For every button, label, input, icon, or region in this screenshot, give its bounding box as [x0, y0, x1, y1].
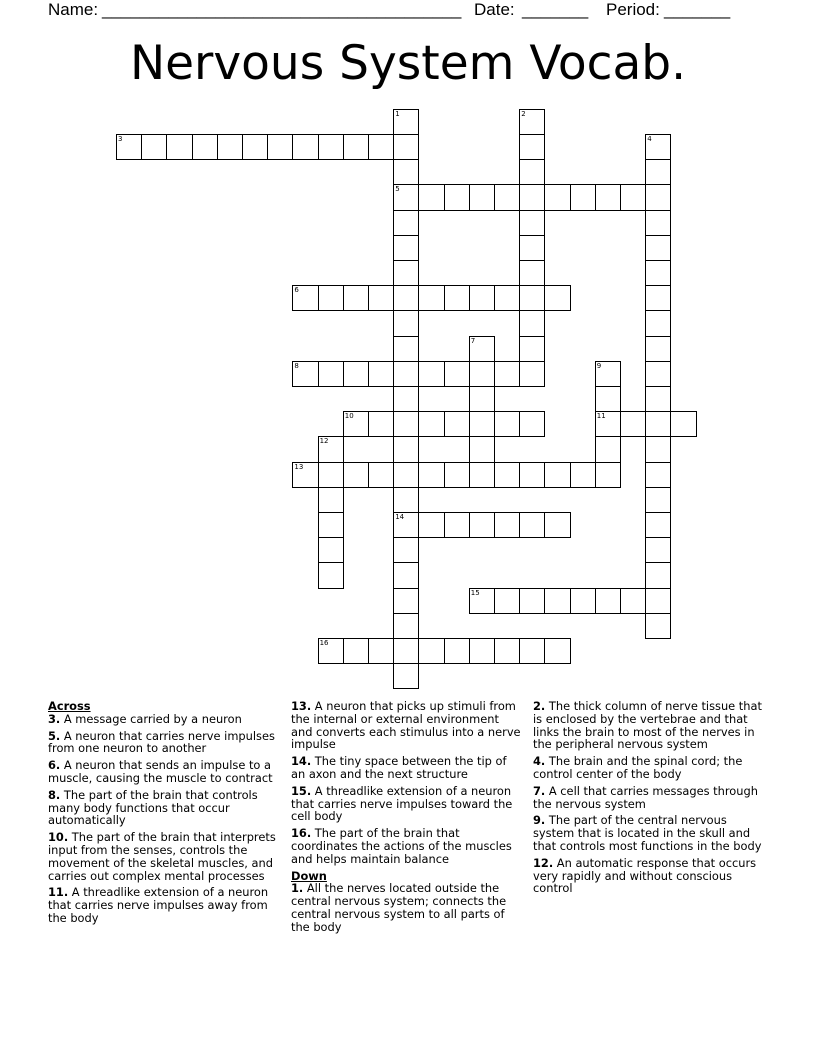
clue-text: The part of the brain that coordinates the actions of the muscles and helps maintain balance: [291, 826, 512, 866]
crossword-cell[interactable]: [494, 285, 520, 311]
crossword-cell[interactable]: [469, 588, 495, 614]
crossword-cell[interactable]: [645, 361, 671, 387]
crossword-cell[interactable]: [393, 386, 419, 412]
clue-number: 1.: [291, 881, 304, 896]
crossword-cell[interactable]: [494, 361, 520, 387]
crossword-cell[interactable]: [368, 285, 394, 311]
crossword-cell[interactable]: [519, 361, 545, 387]
across-clue-15: [291, 785, 523, 823]
crossword-cell[interactable]: [519, 235, 545, 261]
clue-number: 5: [395, 185, 400, 194]
clue-text: All the nerves located outside the central nervous system; connects the central nervous system to all parts of the body: [291, 881, 507, 934]
clue-number: 10: [344, 412, 354, 421]
name-label: Name:: [48, 0, 99, 19]
crossword-cell[interactable]: [393, 663, 419, 689]
crossword-cell[interactable]: [393, 588, 419, 614]
crossword-cell[interactable]: [393, 109, 419, 135]
down-clue-12: [533, 857, 765, 895]
crossword-cell[interactable]: [645, 613, 671, 639]
crossword-cell[interactable]: [544, 638, 570, 664]
crossword-cell[interactable]: [544, 285, 570, 311]
crossword-cell[interactable]: [418, 462, 444, 488]
crossword-cell[interactable]: [469, 336, 495, 362]
crossword-cell[interactable]: [368, 361, 394, 387]
crossword-cell[interactable]: [645, 436, 671, 462]
clue-column-1: [48, 700, 278, 929]
crossword-cell[interactable]: [368, 462, 394, 488]
clue-text: A neuron that picks up stimuli from the internal or external environment and converts each stimulus into a nerve impulse: [291, 699, 521, 752]
crossword-cell[interactable]: [418, 184, 444, 210]
clue-number: 4: [647, 135, 652, 143]
crossword-cell[interactable]: [595, 184, 621, 210]
crossword-cell[interactable]: [519, 109, 545, 135]
crossword-cell[interactable]: [393, 361, 419, 387]
across-clue-5: [48, 730, 278, 756]
crossword-cell[interactable]: [292, 134, 318, 160]
clue-text: The tiny space between the tip of an axon and the next structure: [291, 754, 507, 781]
crossword-cell[interactable]: [393, 613, 419, 639]
crossword-cell[interactable]: [318, 562, 344, 588]
crossword-cell[interactable]: [494, 512, 520, 538]
crossword-cell[interactable]: [393, 310, 419, 336]
crossword-cell[interactable]: [645, 537, 671, 563]
crossword-cell[interactable]: [393, 462, 419, 488]
crossword-cell[interactable]: [544, 462, 570, 488]
across-clue-11: [48, 886, 278, 924]
crossword-cell[interactable]: [242, 134, 268, 160]
crossword-cell[interactable]: [444, 285, 470, 311]
clue-text: A neuron that sends an impulse to a muscle, causing the muscle to contract: [48, 758, 273, 785]
clue-number: 10.: [48, 830, 69, 845]
crossword-cell[interactable]: [393, 411, 419, 437]
crossword-cell[interactable]: [444, 638, 470, 664]
clue-text: The part of the brain that controls many body functions that occur automatically: [48, 787, 258, 828]
crossword-cell[interactable]: [444, 184, 470, 210]
crossword-cell[interactable]: [318, 487, 344, 513]
crossword-cell[interactable]: [343, 361, 369, 387]
crossword-cell[interactable]: [393, 537, 419, 563]
crossword-cell[interactable]: [393, 134, 419, 160]
crossword-cell[interactable]: [595, 361, 621, 387]
clue-text: The part of the brain that interprets input from the senses, controls the movement of the skeletal muscles, and carries out complex mental processes: [48, 830, 276, 883]
crossword-cell[interactable]: [494, 462, 520, 488]
crossword-cell[interactable]: [292, 462, 318, 488]
across-clue-3: [48, 713, 278, 726]
crossword-cell[interactable]: [469, 184, 495, 210]
crossword-cell[interactable]: [393, 184, 419, 210]
clue-number: 1: [395, 109, 400, 118]
crossword-cell[interactable]: [166, 134, 192, 160]
crossword-cell[interactable]: [318, 285, 344, 311]
crossword-cell[interactable]: [519, 462, 545, 488]
clue-text: An automatic response that occurs very rapidly and without conscious control: [533, 855, 757, 896]
crossword-cell[interactable]: [570, 588, 596, 614]
crossword-cell[interactable]: [368, 638, 394, 664]
crossword-cell[interactable]: [645, 411, 671, 437]
down-clue-4: [533, 755, 765, 781]
down-clue-9: [533, 814, 765, 852]
clue-number: 3: [118, 135, 123, 143]
crossword-cell[interactable]: [292, 285, 318, 311]
crossword-cell[interactable]: [494, 638, 520, 664]
crossword-cell[interactable]: [292, 361, 318, 387]
crossword-cell[interactable]: [469, 638, 495, 664]
crossword-cell[interactable]: [645, 588, 671, 614]
clue-number: 6.: [48, 758, 61, 773]
crossword-cell[interactable]: [469, 436, 495, 462]
down-clue-1: [291, 882, 523, 933]
crossword-cell[interactable]: [393, 210, 419, 236]
crossword-cell[interactable]: [645, 310, 671, 336]
date-label: Date:: [474, 0, 515, 19]
clue-number: 9: [596, 361, 602, 370]
clue-number: 12: [319, 437, 329, 446]
crossword-cell[interactable]: [192, 134, 218, 160]
clue-number: 5.: [48, 728, 61, 743]
crossword-cell[interactable]: [444, 411, 470, 437]
crossword-cell[interactable]: [217, 134, 243, 160]
crossword-cell[interactable]: [393, 487, 419, 513]
crossword-cell[interactable]: [393, 285, 419, 311]
clue-number: 9.: [533, 813, 546, 828]
crossword-cell[interactable]: [645, 386, 671, 412]
clue-number: 16: [319, 639, 329, 647]
crossword-cell[interactable]: [519, 336, 545, 362]
crossword-cell[interactable]: [141, 134, 167, 160]
crossword-cell[interactable]: [595, 436, 621, 462]
crossword-cell[interactable]: [519, 159, 545, 185]
period-field[interactable]: _______: [664, 0, 731, 19]
date-field[interactable]: _______: [522, 0, 589, 19]
crossword-cell[interactable]: [393, 562, 419, 588]
across-clue-6: [48, 759, 278, 785]
clue-number: 13: [294, 462, 304, 471]
crossword-cell[interactable]: [620, 411, 646, 437]
name-field[interactable]: ______________________________________: [102, 0, 462, 19]
crossword-cell[interactable]: [393, 336, 419, 362]
crossword-cell[interactable]: [595, 588, 621, 614]
crossword-cell[interactable]: [519, 260, 545, 286]
crossword-cell[interactable]: [393, 638, 419, 664]
crossword-cell[interactable]: [469, 386, 495, 412]
across-clue-10: [48, 831, 278, 882]
crossword-cell[interactable]: [343, 462, 369, 488]
clue-column-2: [291, 700, 523, 938]
clue-number: 6: [294, 286, 299, 295]
crossword-cell[interactable]: [645, 285, 671, 311]
crossword-cell[interactable]: [318, 638, 344, 664]
clue-text: A neuron that carries nerve impulses from one neuron to another: [48, 728, 275, 756]
clue-number: 11: [596, 412, 606, 421]
crossword-cell[interactable]: [519, 512, 545, 538]
crossword-cell[interactable]: [318, 512, 344, 538]
across-clue-16: [291, 827, 523, 865]
crossword-cell[interactable]: [645, 336, 671, 362]
clue-number: 12.: [533, 855, 554, 870]
crossword-cell[interactable]: [318, 537, 344, 563]
clue-number: 2: [521, 109, 526, 118]
crossword-cell[interactable]: [645, 562, 671, 588]
crossword-cell[interactable]: [645, 184, 671, 210]
crossword-cell[interactable]: [418, 285, 444, 311]
clue-number: 14: [395, 513, 405, 521]
crossword-cell[interactable]: [267, 134, 293, 160]
clue-number: 15: [470, 588, 480, 597]
across-clue-8: [48, 789, 278, 827]
crossword-cell[interactable]: [645, 210, 671, 236]
period-label: Period:: [606, 0, 660, 19]
crossword-cell[interactable]: [318, 361, 344, 387]
crossword-cell[interactable]: [343, 411, 369, 437]
crossword-cell[interactable]: [343, 134, 369, 160]
crossword-cell[interactable]: [519, 411, 545, 437]
crossword-cell[interactable]: [393, 512, 419, 538]
crossword-cell[interactable]: [494, 411, 520, 437]
crossword-cell[interactable]: [570, 184, 596, 210]
crossword-cell[interactable]: [393, 235, 419, 261]
crossword-cell[interactable]: [494, 588, 520, 614]
crossword-cell[interactable]: [418, 638, 444, 664]
crossword-cell[interactable]: [645, 462, 671, 488]
crossword-cell[interactable]: [670, 411, 696, 437]
crossword-cell[interactable]: [393, 436, 419, 462]
clue-number: 14.: [291, 754, 312, 769]
crossword-cell[interactable]: [620, 184, 646, 210]
crossword-cell[interactable]: [469, 361, 495, 387]
crossword-cell[interactable]: [116, 134, 142, 160]
clue-number: 11.: [48, 885, 69, 900]
crossword-cell[interactable]: [519, 285, 545, 311]
crossword-cell[interactable]: [519, 588, 545, 614]
crossword-cell[interactable]: [519, 310, 545, 336]
crossword-cell[interactable]: [368, 411, 394, 437]
crossword-cell[interactable]: [469, 512, 495, 538]
crossword-cell[interactable]: [620, 588, 646, 614]
clue-number: 8: [294, 361, 299, 370]
down-header: Down: [291, 868, 327, 883]
crossword-cell[interactable]: [645, 159, 671, 185]
crossword-cell[interactable]: [595, 462, 621, 488]
crossword-cell[interactable]: [519, 184, 545, 210]
crossword-cell[interactable]: [544, 512, 570, 538]
crossword-cell[interactable]: [595, 411, 621, 437]
clue-text: The thick column of nerve tissue that is enclosed by the vertebrae and that links the brain to most of the nerves in the peripheral nervous system: [533, 699, 762, 752]
crossword-cell[interactable]: [343, 285, 369, 311]
crossword-cell[interactable]: [645, 487, 671, 513]
crossword-cell[interactable]: [368, 134, 394, 160]
crossword-cell[interactable]: [544, 588, 570, 614]
clue-number: 7.: [533, 783, 546, 798]
clue-text: A message carried by a neuron: [60, 711, 242, 726]
crossword-cell[interactable]: [645, 260, 671, 286]
clue-text: The brain and the spinal cord; the control center of the body: [533, 754, 743, 781]
across-header: Across: [48, 699, 91, 713]
down-clue-2: [533, 700, 765, 751]
crossword-cell[interactable]: [519, 134, 545, 160]
down-clue-7: [533, 785, 765, 811]
crossword-cell[interactable]: [595, 386, 621, 412]
crossword-cell[interactable]: [519, 638, 545, 664]
crossword-cell[interactable]: [418, 512, 444, 538]
across-clue-14: [291, 755, 523, 781]
clue-number: 13.: [291, 699, 312, 713]
crossword-cell[interactable]: [343, 638, 369, 664]
crossword-cell[interactable]: [469, 462, 495, 488]
crossword-cell[interactable]: [519, 210, 545, 236]
crossword-cell[interactable]: [645, 134, 671, 160]
crossword-cell[interactable]: [469, 285, 495, 311]
crossword-cell[interactable]: [544, 184, 570, 210]
crossword-cell[interactable]: [393, 260, 419, 286]
clue-text: A threadlike extension of a neuron that carries nerve impulses toward the cell body: [291, 783, 513, 824]
crossword-cell[interactable]: [570, 462, 596, 488]
crossword-cell[interactable]: [444, 361, 470, 387]
crossword-cell[interactable]: [318, 134, 344, 160]
crossword-cell[interactable]: [318, 436, 344, 462]
across-clue-13: [291, 700, 523, 751]
clue-number: 8.: [48, 787, 61, 802]
clue-column-3: [533, 700, 765, 899]
clue-number: 2.: [533, 699, 546, 713]
crossword-cell[interactable]: [444, 462, 470, 488]
crossword-cell[interactable]: [418, 361, 444, 387]
clue-number: 4.: [533, 754, 546, 769]
clue-text: A cell that carries messages through the nervous system: [533, 783, 758, 811]
clue-text: A threadlike extension of a neuron that carries nerve impulses away from the body: [48, 885, 269, 925]
clue-number: 16.: [291, 826, 312, 841]
clue-number: 15.: [291, 783, 312, 798]
crossword-cell[interactable]: [494, 184, 520, 210]
clue-number: 7: [470, 336, 476, 345]
crossword-cell[interactable]: [393, 159, 419, 185]
crossword-cell[interactable]: [318, 462, 344, 488]
crossword-cell[interactable]: [469, 411, 495, 437]
page-title: Nervous System Vocab.: [129, 36, 687, 91]
crossword-cell[interactable]: [444, 512, 470, 538]
crossword-cell[interactable]: [645, 512, 671, 538]
crossword-cell[interactable]: [418, 411, 444, 437]
clue-text: The part of the central nervous system that is located in the skull and that controls most functions in the body: [533, 813, 762, 853]
crossword-cell[interactable]: [645, 235, 671, 261]
clue-number: 3.: [48, 711, 61, 726]
